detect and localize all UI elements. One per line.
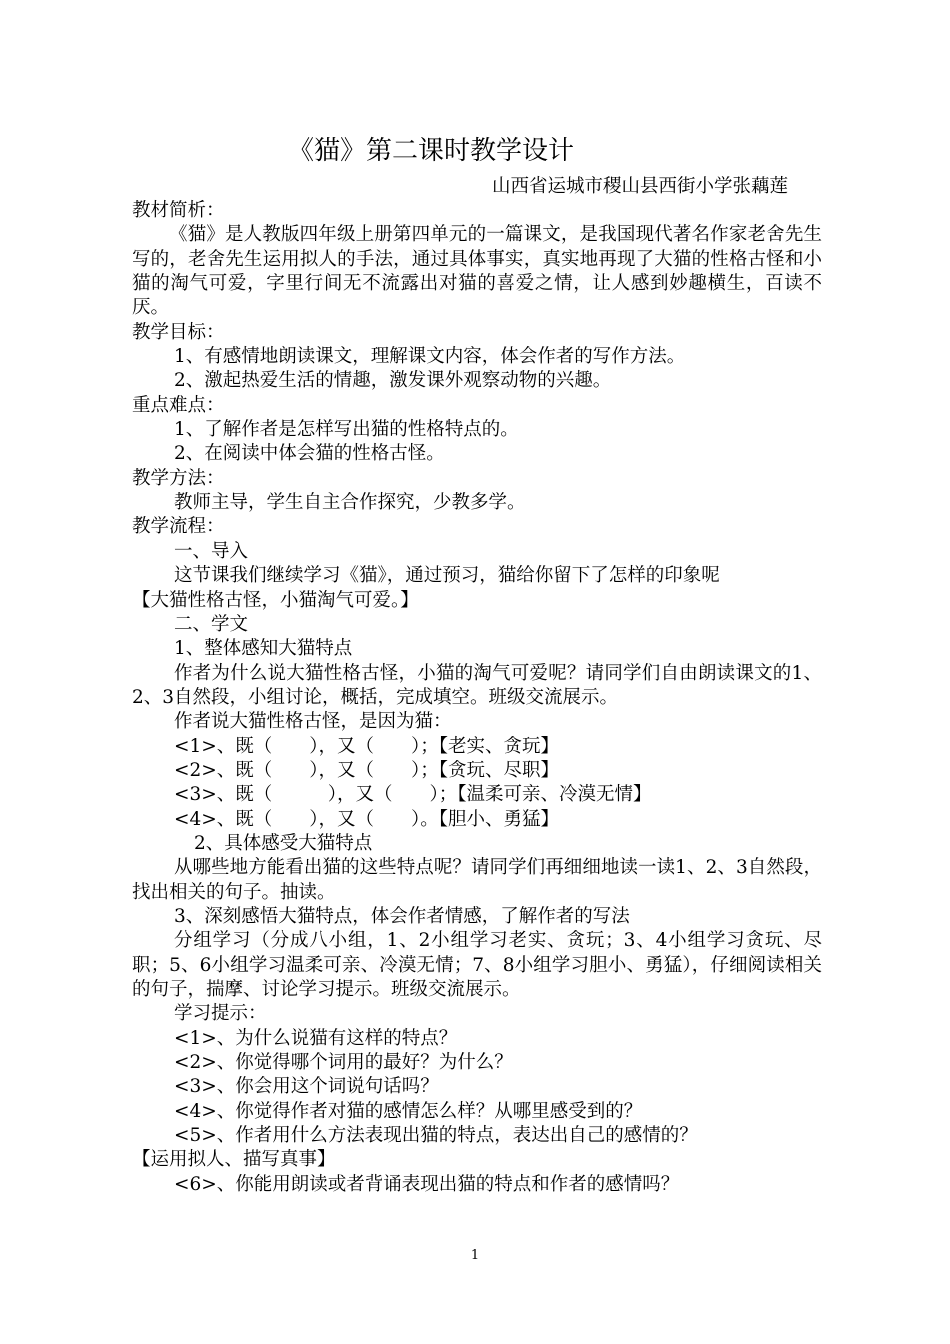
tip-item: <4>、你觉得作者对猫的感情怎么样？从哪里感受到的？ xyxy=(174,1100,643,1122)
tip-item: <6>、你能用朗读或者背诵表现出猫的特点和作者的感情吗？ xyxy=(174,1173,680,1195)
method-text: 教师主导，学生自主合作探究，少教多学。 xyxy=(174,492,526,514)
keypoint-item: 1、了解作者是怎样写出猫的性格特点的。 xyxy=(174,419,519,441)
fill-item: <4>、既（ ），又（ ）。【胆小、勇猛】 xyxy=(174,808,560,830)
fill-item: <3>、既（ ），又（ ）；【温柔可亲、冷漠无情】 xyxy=(174,784,652,806)
materials-heading: 教材简析： xyxy=(132,200,225,221)
study-heading: 二、学文 xyxy=(174,613,249,635)
fill-item: <1>、既（ ），又（ ）；【老实、贪玩】 xyxy=(174,735,560,757)
document-title: 《猫》第二课时教学设计 xyxy=(287,136,574,166)
step1-prompt: 作者说大猫性格古怪，是因为猫： xyxy=(174,711,452,733)
tip5-answer: 【运用拟人、描写真事】 xyxy=(132,1149,336,1171)
intro-answer: 【大猫性格古怪，小猫淘气可爱。】 xyxy=(132,589,419,611)
process-heading: 教学流程： xyxy=(132,516,225,538)
materials-paragraph: 《猫》是人教版四年级上册第四单元的一篇课文，是我国现代著名作家老舍先生写的，老舍先生运用拟人的手法，通过具体事实，真实地再现了大猫的性格古怪和小猫的淘气可爱，字里行间无不流露出对猫的喜爱之情，让人感到妙趣横生，百读不厌。 xyxy=(132,224,822,319)
tips-heading: 学习提示： xyxy=(174,1003,267,1025)
step3-heading: 3、深刻感悟大猫特点，体会作者情感，了解作者的写法 xyxy=(174,905,630,927)
step1-heading: 1、整体感知大猫特点 xyxy=(174,638,353,660)
fill-item: <2>、既（ ），又（ ）；【贪玩、尽职】 xyxy=(174,759,560,781)
goal-item: 2、激起热爱生活的情趣，激发课外观察动物的兴趣。 xyxy=(174,370,612,392)
intro-text: 这节课我们继续学习《猫》，通过预习，猫给你留下了怎样的印象呢 xyxy=(174,565,720,587)
keypoint-item: 2、在阅读中体会猫的性格古怪。 xyxy=(174,443,445,465)
tip-item: <1>、为什么说猫有这样的特点？ xyxy=(174,1027,458,1049)
goals-heading: 教学目标： xyxy=(132,321,225,343)
tip-item: <3>、你会用这个词说句话吗？ xyxy=(174,1076,439,1098)
method-heading: 教学方法： xyxy=(132,467,225,489)
intro-heading: 一、导入 xyxy=(174,540,249,562)
tip-item: <5>、作者用什么方法表现出猫的特点，表达出自己的感情的？ xyxy=(174,1125,698,1147)
tip-item: <2>、你觉得哪个词用的最好？为什么？ xyxy=(174,1052,513,1074)
page-number: 1 xyxy=(470,1248,480,1263)
step2-heading: 2、具体感受大猫特点 xyxy=(194,832,373,854)
step3-paragraph: 分组学习（分成八小组，1、2小组学习老实、贪玩；3、4小组学习贪玩、尽职；5、6小组学习温柔可亲、冷漠无情；7、8小组学习胆小、勇猛），仔细阅读相关的句子，揣摩、讨论学习提示。班级交流展示。 xyxy=(132,930,822,1000)
author-line: 山西省运城市稷山县西街小学张藕莲 xyxy=(491,176,788,197)
document-body xyxy=(132,199,822,1197)
keypoints-heading: 重点难点： xyxy=(132,394,225,416)
step2-paragraph: 从哪些地方能看出猫的这些特点呢？请同学们再细细地读一读1、2、3自然段，找出相关的句子。抽读。 xyxy=(132,857,822,903)
step1-paragraph: 作者为什么说大猫性格古怪，小猫的淘气可爱呢？请同学们自由朗读课文的1、2、3自然段，小组讨论，概括，完成填空。班级交流展示。 xyxy=(132,662,822,708)
goal-item: 1、有感情地朗读课文，理解课文内容，体会作者的写作方法。 xyxy=(174,346,686,368)
